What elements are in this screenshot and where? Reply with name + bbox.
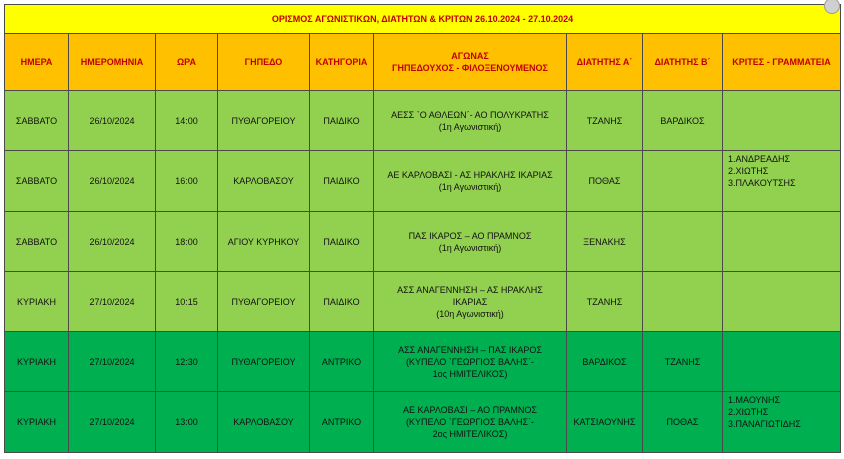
cell-category: ΠΑΙΔΙΚΟ [310,272,374,332]
cell-referee-a: ΤΖΑΝΗΣ [567,91,643,151]
cell-time: 10:15 [156,272,218,332]
header-referee-b: ΔΙΑΤΗΤΗΣ Β΄ [643,34,723,91]
cell-day: ΣΑΒΒΑΤΟ [5,91,69,151]
cell-venue: ΚΑΡΛΟΒΑΣΟΥ [218,392,310,453]
cell-match [374,91,567,151]
match-line: 1ος ΗΜΙΤΕΛΙΚΟΣ) [432,368,508,379]
cell-time: 16:00 [156,151,218,212]
match-line: (1η Αγωνιστική) [438,121,502,132]
match-line: (1η Αγωνιστική) [438,182,502,192]
cell-referee-a: ΞΕΝΑΚΗΣ [567,212,643,272]
match-line: ΑΕ ΚΑΡΛΟΒΑΣΙ - ΑΣ ΗΡΑΚΛΗΣ ΙΚΑΡΙΑΣ [387,170,553,180]
cell-match [374,272,567,332]
cell-category: ΠΑΙΔΙΚΟ [310,212,374,272]
cell-time: 14:00 [156,91,218,151]
header-row [5,34,841,91]
cell-date: 27/10/2024 [69,272,156,332]
cell-referee-b [643,212,723,272]
page-title: ΟΡΙΣΜΟΣ ΑΓΩΝΙΣΤΙΚΩΝ, ΔΙΑΤΗΤΩΝ & ΚΡΙΤΩΝ 26.10.2024 - 27.10.2024 [5,5,841,34]
cell-referee-b [643,151,723,212]
cell-judges [723,151,841,212]
match-line: ΠΑΣ ΙΚΑΡΟΣ – ΑΟ ΠΡΑΜΝΟΣ [408,230,532,241]
cell-date: 26/10/2024 [69,91,156,151]
cell-venue: ΚΑΡΛΟΒΑΣΟΥ [218,151,310,212]
judge-name: 2.ΧΙΩΤΗΣ [728,166,769,176]
cell-judges [723,272,841,332]
header-match-line1: ΑΓΩΝΑΣ [451,51,489,61]
cell-day: ΣΑΒΒΑΤΟ [5,151,69,212]
cell-match [374,332,567,392]
cell-venue: ΑΓΙΟΥ ΚΥΡΗΚΟΥ [218,212,310,272]
cell-judges [723,212,841,272]
header-match-line2: ΓΗΠΕΔΟΥΧΟΣ - ΦΙΛΟΞΕΝΟΥΜΕΝΟΣ [392,63,548,73]
title-row [5,5,841,34]
cell-venue: ΠΥΘΑΓΟΡΕΙΟΥ [218,332,310,392]
cell-referee-a: ΤΖΑΝΗΣ [567,272,643,332]
schedule-table [4,4,841,453]
header-referee-a: ΔΙΑΤΗΤΗΣ Α΄ [567,34,643,91]
cell-referee-a: ΒΑΡΔΙΚΟΣ [567,332,643,392]
table-row [5,392,841,453]
match-line: ΑΣΣ ΑΝΑΓΕΝΝΗΣΗ – ΠΑΣ ΙΚΑΡΟΣ [398,344,542,355]
table-row [5,272,841,332]
cell-venue: ΠΥΘΑΓΟΡΕΙΟΥ [218,91,310,151]
cell-match [374,392,567,453]
cell-time: 12:30 [156,332,218,392]
header-category: ΚΑΤΗΓΟΡΙΑ [310,34,374,91]
cell-match [374,212,567,272]
judge-name: 2.ΧΙΩΤΗΣ [728,407,769,417]
judge-name: 3.ΠΛΑΚΟΥΤΣΗΣ [728,178,796,188]
cell-referee-b: ΠΟΘΑΣ [643,392,723,453]
table-row [5,151,841,212]
cell-time: 18:00 [156,212,218,272]
cell-day: ΣΑΒΒΑΤΟ [5,212,69,272]
cell-judges [723,91,841,151]
match-line: (1η Αγωνιστική) [438,242,502,253]
match-line: ΙΚΑΡΙΑΣ [452,296,488,307]
judge-name: 1.ΜΑΟΥΝΗΣ [728,395,781,405]
cell-referee-a: ΠΟΘΑΣ [567,151,643,212]
match-line: ΑΕ ΚΑΡΛΟΒΑΣΙ – ΑΟ ΠΡΑΜΝΟΣ [403,405,537,415]
header-match [374,34,567,91]
cell-match [374,151,567,212]
header-day: ΗΜΕΡΑ [5,34,69,91]
judge-name: 3.ΠΑΝΑΓΙΩΤΙΔΗΣ [728,419,801,429]
cell-date: 27/10/2024 [69,332,156,392]
match-line: (ΚΥΠΕΛΟ `ΓΕΩΡΓΙΟΣ ΒΑΛΗΣ΄- [405,356,535,367]
cell-day: ΚΥΡΙΑΚΗ [5,392,69,453]
cell-judges [723,392,841,453]
match-line: (10η Αγωνιστική) [436,308,504,319]
match-line: (ΚΥΠΕΛΟ `ΓΕΩΡΓΙΟΣ ΒΑΛΗΣ΄- [405,417,535,427]
cell-referee-b: ΒΑΡΔΙΚΟΣ [643,91,723,151]
cell-day: ΚΥΡΙΑΚΗ [5,332,69,392]
header-date: ΗΜΕΡΟΜΗΝΙΑ [69,34,156,91]
table-row [5,332,841,392]
table-row [5,91,841,151]
header-venue: ΓΗΠΕΔΟ [218,34,310,91]
cell-category: ΠΑΙΔΙΚΟ [310,91,374,151]
cell-category: ΠΑΙΔΙΚΟ [310,151,374,212]
cell-day: ΚΥΡΙΑΚΗ [5,272,69,332]
header-judges: ΚΡΙΤΕΣ - ΓΡΑΜΜΑΤΕΙΑ [723,34,841,91]
cell-judges [723,332,841,392]
header-time: ΩΡΑ [156,34,218,91]
cell-referee-b: ΤΖΑΝΗΣ [643,332,723,392]
cell-date: 26/10/2024 [69,212,156,272]
schedule-sheet [4,4,840,453]
cell-time: 13:00 [156,392,218,453]
cell-date: 27/10/2024 [69,392,156,453]
cell-date: 26/10/2024 [69,151,156,212]
cell-category: ΑΝΤΡΙΚΟ [310,332,374,392]
table-row [5,212,841,272]
cell-referee-a: ΚΑΤΣΙΑΟΥΝΗΣ [567,392,643,453]
cell-referee-b [643,272,723,332]
cell-category: ΑΝΤΡΙΚΟ [310,392,374,453]
match-line: 2ος ΗΜΙΤΕΛΙΚΟΣ) [432,429,508,439]
judge-name: 1.ΑΝΔΡΕΑΔΗΣ [728,154,791,164]
match-line: ΑΕΣΣ `Ο ΑΘΛΕΩΝ΄- ΑΟ ΠΟΛΥΚΡΑΤΗΣ [391,109,549,120]
match-line: ΑΣΣ ΑΝΑΓΕΝΝΗΣΗ – ΑΣ ΗΡΑΚΛΗΣ [397,284,543,295]
cell-venue: ΠΥΘΑΓΟΡΕΙΟΥ [218,272,310,332]
